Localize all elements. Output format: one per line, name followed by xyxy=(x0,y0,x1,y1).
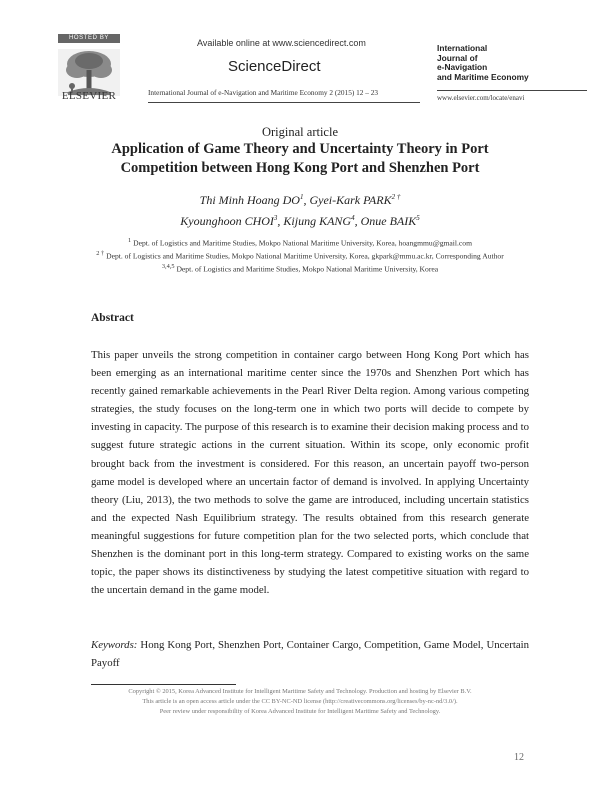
journal-title-block xyxy=(437,44,577,82)
author-sup: 2 † xyxy=(391,193,401,201)
author-name: Kyounghoon CHOI xyxy=(180,214,274,228)
abstract-text: This paper unveils the strong competition in container cargo between Hong Kong Port which has been emerging as an international maritime center since the 1970s and Shenzhen Port which has recently gained remarkable achievements in the Pearl River Delta region. Among various competing strategies, the study focuses on the long-term one in which two ports will decide to compete by investing in capacity. The purpose of this research is to examine their decision making process and to suggest future strategic actions in the current situation. Within its scope, only economic profit brought back from the investment is considered. For this reason, an uncertain payoff two-person game model is developed where an uncertain factor of demand is involved. In applying Uncertainty theory (Liu, 2013), the two methods to solve the game are introduced, including uncertain statistics and the expected Nash Equilibrium strategy. The results obtained from this research generate meaningful suggestions for future competition plan for the two selected ports, which conclude that Shenzhen is the dominant port in this long-term strategy. Compared to existing works on the same topic, the paper shows its distinctiveness by studying the latest competitive situation with regard to the uncertain demand in the game model. xyxy=(91,349,529,597)
journal-title-line: Journal of xyxy=(437,52,478,63)
author-sup: 1 xyxy=(299,193,304,201)
journal-title-line: e-Navigation xyxy=(437,62,488,72)
header-rule xyxy=(148,102,420,103)
journal-title-rule xyxy=(437,90,587,91)
publisher-name: ELSEVIER xyxy=(61,90,117,102)
author-sup: 5 xyxy=(416,214,420,222)
authors-line-2: Kyounghoon CHOI$^3$, Kijung KANG$^4$, Onue BAIK$^5$ xyxy=(180,214,420,228)
journal-title-line: International xyxy=(437,43,488,53)
author-name: Kijung KANG xyxy=(283,214,352,228)
article-title xyxy=(60,140,540,178)
affiliation-1 xyxy=(40,237,560,248)
affiliation-3 xyxy=(40,263,560,274)
affiliation-sup: 3,4,5 xyxy=(161,263,175,270)
page-number: 12 xyxy=(514,752,524,763)
affiliation-text: Dept. of Logistics and Maritime Studies, Mokpo National Maritime University, Korea, gkpark@mmu.ac.kr, Corresponding Author xyxy=(106,251,504,261)
journal-url-link[interactable]: www.elsevier.com/locate/enavi xyxy=(437,94,525,102)
abstract-heading: Abstract xyxy=(91,312,134,324)
author-sup: 4 xyxy=(351,214,355,222)
journal-title-line: and Maritime Economy xyxy=(437,71,529,82)
keywords-text: Hong Kong Port, Shenzhen Port, Container Cargo, Competition, Game Model, Uncertain Payoff xyxy=(91,639,530,670)
sciencedirect-wordmark: ScienceDirect xyxy=(228,58,321,75)
authors-line-1: Thi Minh Hoang $DO^1$, Gyei-Kark $PARK^{2 \dagger}$ xyxy=(199,193,401,207)
article-type: Original article xyxy=(261,125,338,139)
title-line: Application of Game Theory and Uncertainty Theory in Port xyxy=(111,141,489,157)
hosted-by-banner: HOSTED BY xyxy=(58,34,120,43)
author-sup: 3 xyxy=(273,214,278,222)
title-line: Competition between Hong Kong Port and Shenzhen Port xyxy=(120,160,480,176)
affiliation-2 xyxy=(40,250,560,261)
affiliation-text: Dept. of Logistics and Maritime Studies, Mokpo National Maritime University, Korea xyxy=(176,264,439,274)
peer-review-note: Peer review under responsibility of Korea Advanced Institute for Intelligent Maritime Safety and Technology. xyxy=(159,708,441,715)
license-note: This article is an open access article under the CC BY-NC-ND license (http://creativecommons.org/licenses/by-nc-nd/3.0/). xyxy=(142,698,458,705)
journal-citation: International Journal of e-Navigation and Maritime Economy 2 (2015) 12 – 23 xyxy=(148,88,378,97)
keywords xyxy=(91,636,529,672)
available-online-text: Available online at www.sciencedirect.com xyxy=(197,38,366,48)
author-name: Onue BAIK xyxy=(360,214,417,228)
keywords-label: Keywords: xyxy=(91,639,138,651)
author-name: Gyei-Kark PARK xyxy=(309,193,392,207)
affiliation-sup: 1 xyxy=(128,237,132,244)
copyright-note: Copyright © 2015, Korea Advanced Institute for Intelligent Maritime Safety and Technology. Production and hosting by Elsevier B.V. xyxy=(128,688,472,695)
author-name: Thi Minh Hoang DO xyxy=(199,193,300,207)
affiliation-text: Dept. of Logistics and Maritime Studies, Mokpo National Maritime University, Korea, hoangmmu@gmail.com xyxy=(133,238,472,248)
footnote-rule xyxy=(91,684,236,685)
affiliation-sup: 2 † xyxy=(96,250,105,257)
